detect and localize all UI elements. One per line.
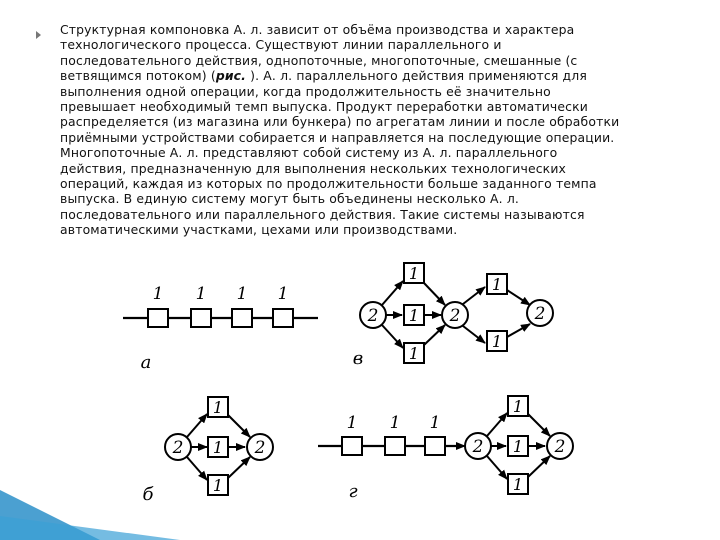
node-label: 1: [212, 398, 224, 417]
node-label: 1: [212, 476, 224, 495]
diagram-v: [353, 263, 553, 369]
node-label: 1: [408, 306, 420, 325]
node-label: 2: [367, 306, 379, 326]
node-label: 2: [554, 437, 566, 457]
node-label: 1: [408, 344, 420, 363]
node-label: 2: [172, 438, 184, 458]
node-label: 1: [346, 413, 358, 433]
diagram-a: [123, 284, 318, 373]
machine-box: [191, 309, 211, 327]
decorative-corner-stripe: [0, 516, 180, 540]
machine-box: [273, 309, 293, 327]
node-label: 1: [408, 264, 420, 283]
node-label: 2: [472, 437, 484, 457]
node-label: 1: [389, 413, 401, 433]
node-label: 1: [429, 413, 441, 433]
diagram-g: [318, 396, 573, 502]
diagram-b: [143, 397, 274, 505]
node-label: 2: [254, 438, 266, 458]
node-label: 1: [491, 275, 503, 294]
machine-box: [232, 309, 252, 327]
figure-reference: рис.: [215, 68, 247, 84]
node-label: 1: [195, 284, 207, 304]
node-label: 1: [512, 397, 524, 416]
node-label: 1: [512, 475, 524, 494]
node-label: 1: [277, 284, 289, 304]
diagram-label-a: а: [140, 352, 152, 373]
paragraph-part-1: Структурная компоновка А. л. зависит от объёма производства и характера технологического процесса. Существуют линии параллельного и последовательного действия, однопоточные, многопоточные, смешанные (с ветвящимся потоком) (: [60, 22, 578, 84]
machine-box: [148, 309, 168, 327]
node-label: 1: [236, 284, 248, 304]
node-label: 2: [534, 304, 546, 324]
diagram-label-v: в: [352, 348, 364, 369]
node-label: 2: [449, 306, 461, 326]
diagram-label-g: г: [348, 481, 358, 502]
paragraph-part-2: ). А. л. параллельного действия применяются для выполнения одной операции, когда продолжительность её значительно превышает необходимый темп выпуска. Продукт переработки автоматически распределяется (из магазина или бункера) по агрегатам линии и после обработки приёмными устройствами собирается и направляется на последующие операции. Многопоточные А. л. представляют собой систему из А. л. параллельного действия, предназначенную для выполнения нескольких технологических операций, каждая из которых по продолжительности больше заданного темпа выпуска. В единую систему могут быть объединены несколько А. л. последовательного или параллельного действия. Такие системы называются автоматическими участками, цехами или производствами.: [60, 68, 620, 238]
node-label: 1: [512, 437, 524, 456]
diagram-label-b: б: [142, 484, 154, 505]
node-label: 1: [212, 438, 224, 457]
node-label: 1: [152, 284, 164, 304]
node-label: 1: [491, 332, 503, 351]
